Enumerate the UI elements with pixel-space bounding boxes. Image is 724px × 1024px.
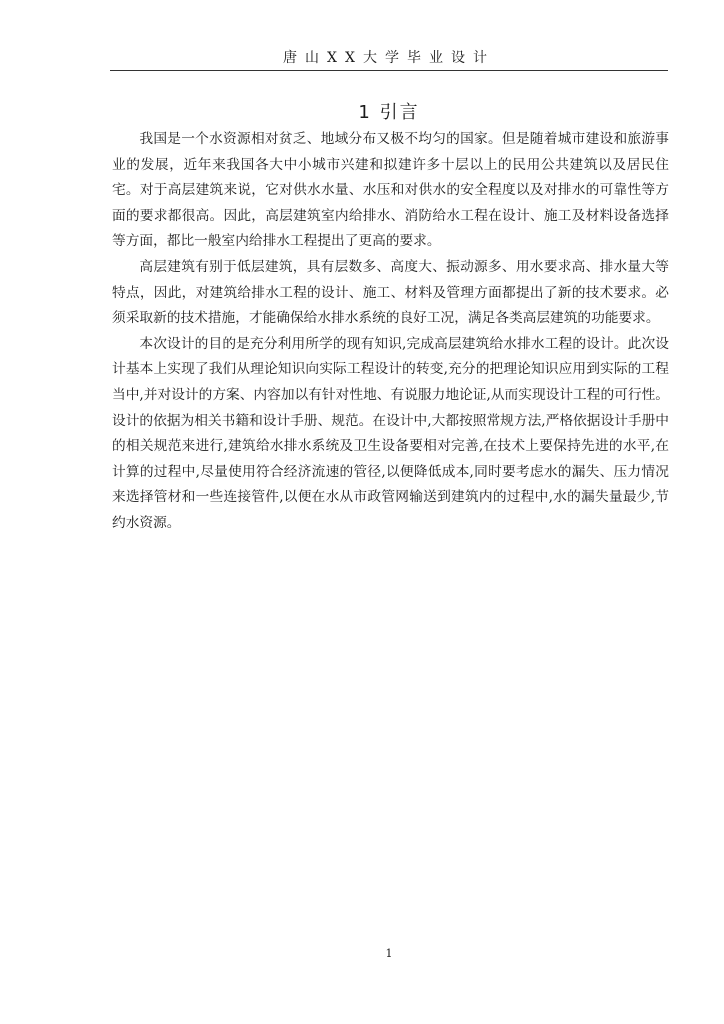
body-text [112,127,669,537]
running-header: 唐山XX大学毕业设计 [283,50,495,66]
header-rule [110,70,668,71]
page-number: 1 [385,947,393,960]
chapter-title: 1 引言 [358,102,420,123]
paragraph: 我国是一个水资源相对贫乏、地域分布又极不均匀的国家。但是随着城市建设和旅游事业的发展，近年来我国各大中小城市兴建和拟建许多十层以上的民用公共建筑以及居民住宅。对于高层建筑来说，它对供水水量、水压和对供水的安全程度以及对排水的可靠性等方面的要求都很高。因此，高层建筑室内给排水、消防给水工程在设计、施工及材料设备选择等方面，都比一般室内给排水工程提出了更高的要求。 [112,131,669,250]
paragraph: 高层建筑有别于低层建筑，具有层数多、高度大、振动源多、用水要求高、排水量大等特点，因此，对建筑给排水工程的设计、施工、材料及管理方面都提出了新的技术要求。必须采取新的技术措施，才能确保给水排水系统的良好工况，满足各类高层建筑的功能要求。 [112,258,669,327]
paragraph: 本次设计的目的是充分利用所学的现有知识,完成高层建筑给水排水工程的设计。此次设计基本上实现了我们从理论知识向实际工程设计的转变,充分的把理论知识应用到实际的工程当中,并对设计的方案、内容加以有针对性地、有说服力地论证,从而实现设计工程的可行性。设计的依据为相关书籍和设计手册、规范。在设计中,大都按照常规方法,严格依据设计手册中的相关规范来进行,建筑给水排水系统及卫生设备要相对完善,在技术上要保持先进的水平,在计算的过程中,尽量使用符合经济流速的管径,以便降低成本,同时要考虑水的漏失、压力情况来选择管材和一些连接管件,以便在水从市政管网输送到建筑内的过程中,水的漏失量最少,节约水资源。 [112,335,669,531]
